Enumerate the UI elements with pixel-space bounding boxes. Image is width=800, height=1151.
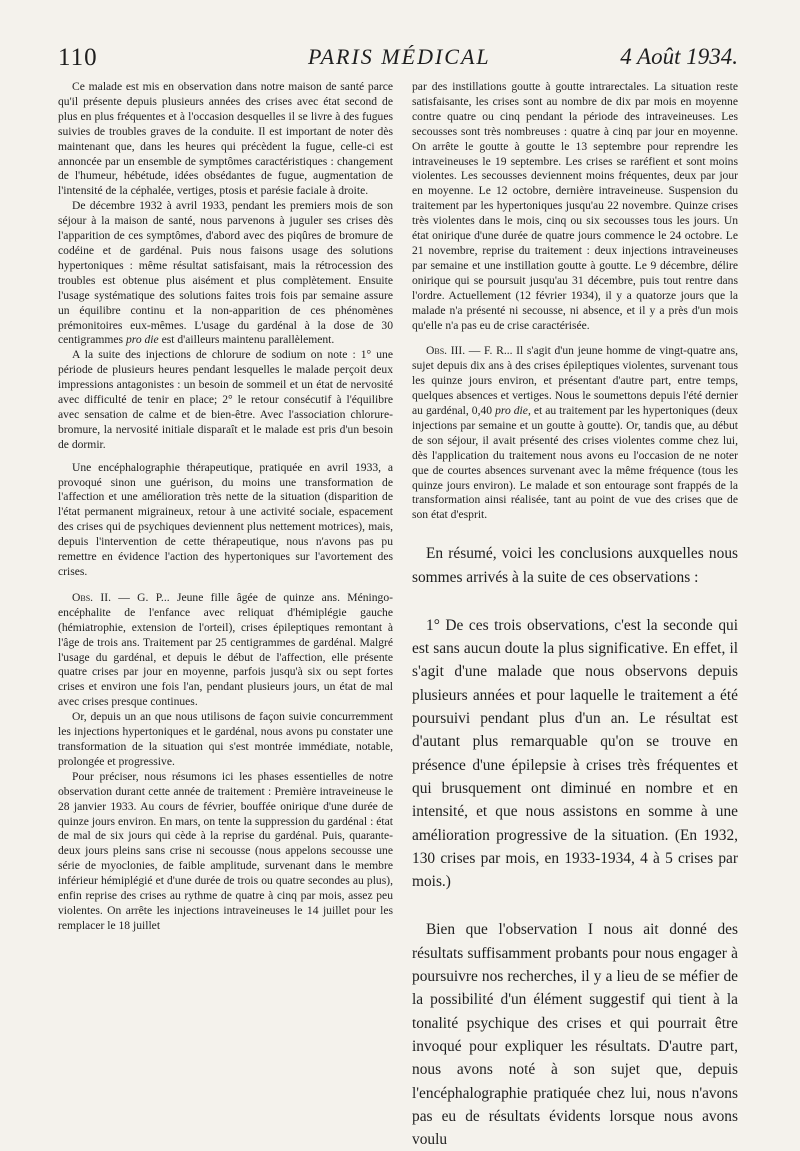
page-header — [58, 44, 738, 78]
observation-label: Obs. II. — G. P... — [72, 590, 170, 604]
text-run: est d'ailleurs maintenu parallèlement. — [161, 333, 335, 347]
text-run: Il s'agit d'un jeune homme de vingt-quatre ans, sujet depuis dix ans à des crises épileptiques violentes, survenant tous les quinze jours environ, et présentant d'autre part, entre temps, quelques absences et vertiges. Nous le soumettons depuis l'été dernier au gardénal, 0,40 — [412, 344, 738, 418]
issue-date: 4 Août 1934. — [620, 44, 738, 69]
observation-paragraph — [412, 344, 738, 523]
conclusion-paragraph: 1° De ces trois observations, c'est la seconde qui est sans aucun doute la plus significative. En effet, il s'agit d'une malade que nous observons depuis plusieurs années et pour laquelle le traitement a été poursuivi pendant plus d'un an. Le résultat est d'autant plus remarquable qu'on se trouve en présence d'une épilepsie à crises très fréquentes et qui brusquement ont diminué en nombre et en intensité, et que nous assistons en somme à une amélioration progressive de la situation. (En 1932, 130 crises par mois, en 1933-1934, 4 à 5 crises par mois.) — [412, 616, 738, 891]
right-column — [412, 80, 738, 1151]
observation-paragraph — [58, 591, 393, 710]
paragraph: par des instillations goutte à goutte intrarectales. La situation reste satisfaisante, les crises sont au nombre de dix par mois en moyenne contre quatre ou cinq pendant la période des intraveineuses. Les secousses sont très nombreuses : quatre à cinq par jour en moyenne. On arrête le goutte à goutte le 13 septembre pour reprendre les intraveineuses le 19 septembre. Les crises se raréfient et sont moins violentes. Les secousses deviennent moins fréquentes, deux par jour en moyenne. Le 12 octobre, dernière intraveineuse. Suspension du traitement par les hypertoniques jusqu'au 22 novembre. Quinze crises très violentes dans le mois, cinq ou six secousses tous les jours. Un état onirique d'une durée de quatre jours commence le 24 octobre. Le 21 novembre, reprise du traitement : deux injections intraveineuses par semaine et une instillation goutte à goutte. Le 9 décembre, délire onirique qui se poursuit jusqu'au 31 décembre, puis tout rentre dans l'ordre. Actuellement (12 février 1934), il y a quatorze jours que la malade n'a présenté ni secousse, ni absence, et il y a près d'un mois qu'elle n'a pas eu de crise caractérisée. — [412, 80, 738, 332]
left-column — [58, 80, 393, 934]
latin-term: pro die — [495, 404, 528, 418]
paragraph: Pour préciser, nous résumons ici les phases essentielles de notre observation durant cette année de traitement : Première intraveineuse le 28 janvier 1933. Au cours de février, bouffée onirique d'une durée de quinze jours environ. En mars, on tente la suppression du gardénal : état de mal de six jours qui cède à la reprise du gardénal. Puis, quarante-deux jours pleins sans crise ni secousse (nous appelons secousse une série de myoclonies, de faible amplitude, survenant dans le membre inférieur hémiplégié et d'une durée de trois ou quatre secondes au plus), enfin reprise des crises au rythme de quatre à cinq par mois, assez peu violentes. On arrête les injections intraveineuses le 14 juillet pour les remplacer le 18 juillet — [58, 769, 393, 932]
conclusion-paragraph: Bien que l'observation I nous ait donné des résultats suffisamment probants pour nous engager à poursuivre nos recherches, il y a lieu de se méfier de la possibilité d'un élément suggestif qui tient à la tonalité psychique des crises et qui pourrait être invoqué pour expliquer les résultats. D'autre part, nous avons noté à son sujet que, depuis l'encéphalographie pratiquée chez lui, nous n'avons pas eu de résultats évidents lorsque nous avons voulu — [412, 921, 738, 1149]
paragraph: Or, depuis un an que nous utilisons de façon suivie concurremment les injections hypertoniques et le gardénal, nous avons pu constater une transformation de la situation qui s'est montrée immédiate, notable, prolongée et progressive. — [58, 710, 393, 768]
summary-intro: En résumé, voici les conclusions auxquelles nous sommes arrivés à la suite de ces observations : — [412, 545, 738, 586]
text-run: Jeune fille âgée de quinze ans. Méningo-encéphalite de l'enfance avec reliquat d'hémiplégie gauche (hémiatrophie, extension de l'orteil), crises épileptiques remontant à l'âge de trois ans. Traitement par 25 centigrammes de gardénal. Malgré l'usage du gardénal, et depuis le début de l'affection, elle présente quatre crises par jour en moyenne, parfois jusqu'à six ou sept fortes crises et environ une fois l'an, pendant plusieurs jours, un état de mal avec crises presque continues. — [58, 590, 393, 709]
latin-term: pro die — [125, 333, 159, 347]
paragraph — [58, 199, 393, 348]
paragraph: A la suite des injections de chlorure de sodium on note : 1° une période de plusieurs heures pendant lesquelles le malade perçoit deux impressions antagonistes : un besoin de sommeil et un état de nervosité avec difficulté de tenir en place; 2° le retour consécutif à l'équilibre avec sensation de calme et de bien-être. Avec l'association chlorure-bromure, la nervosité initiale disparaît et le malade est pris d'un besoin de dormir. — [58, 348, 393, 451]
journal-title: PARIS MÉDICAL — [308, 44, 491, 69]
text-run: , et au traitement par les hypertoniques (deux injections par semaine et un goutte à goutte). Or, tandis que, au début de son séjour, il avait présenté des crises violentes comme chez lui, dès l'application du traitement nous avons eu l'occasion de ne noter que de courtes absences survenant avec la même fréquence (tous les quinze jours environ). Le malade et son entourage sont frappés de la transformation ainsi réalisée, tant au point de vue des crises que de son état d'esprit. — [412, 404, 738, 522]
text-run: De décembre 1932 à avril 1933, pendant les premiers mois de son séjour à la maison de santé, nous parvenons à juguler ses crises dès l'apparition de ces symptômes, d'abord avec des piqûres de bromure de codéine et de gardénal. Puis nous faisons usage des solutions hypertoniques : même résultat satisfaisant, mais la rétrocession des troubles est obtenue plus aisément et plus complètement. Ensuite l'usage systématique des solutions faites trois fois par semaine assure un équilibre continu et la non-apparition de ces phénomènes prémonitoires eux-mêmes. L'usage du gardénal à la dose de 30 centigrammes — [58, 199, 393, 347]
observation-label: Obs. III. — F. R... — [426, 344, 513, 358]
right-column-large-text — [412, 542, 738, 1151]
paragraph: Une encéphalographie thérapeutique, pratiquée en avril 1933, a provoqué sinon une guérison, du moins une transformation de l'affection et une amélioration très nette de la situation (disparition de l'état permanent migraineux, retour à une activité sociale, espacement des crises qui de psychiques deviennent plus nettement motrices), mais, depuis l'intervention de cette thérapeutique, nous n'avons pas pu remettre en évidence l'action des hypertoniques sur l'avortement des crises. — [58, 460, 393, 578]
paragraph: Ce malade est mis en observation dans notre maison de santé parce qu'il présente depuis plusieurs années des crises avec état second de plus en plus fréquentes et à l'occasion desquelles il se livre à des fugues suivies de troubles graves de la conduite. Il est important de noter dès maintenant que, dans les heures qui précèdent la fugue, celle-ci est annoncée par un ensemble de symptômes caractéristiques : changement de l'humeur, hébétude, idées obsédantes de fugue, augmentation de l'intensité de la céphalée, vertiges, ptosis et parésie faciale à droite. — [58, 80, 393, 198]
right-column-small-text — [412, 80, 738, 523]
page-number: 110 — [58, 44, 98, 71]
